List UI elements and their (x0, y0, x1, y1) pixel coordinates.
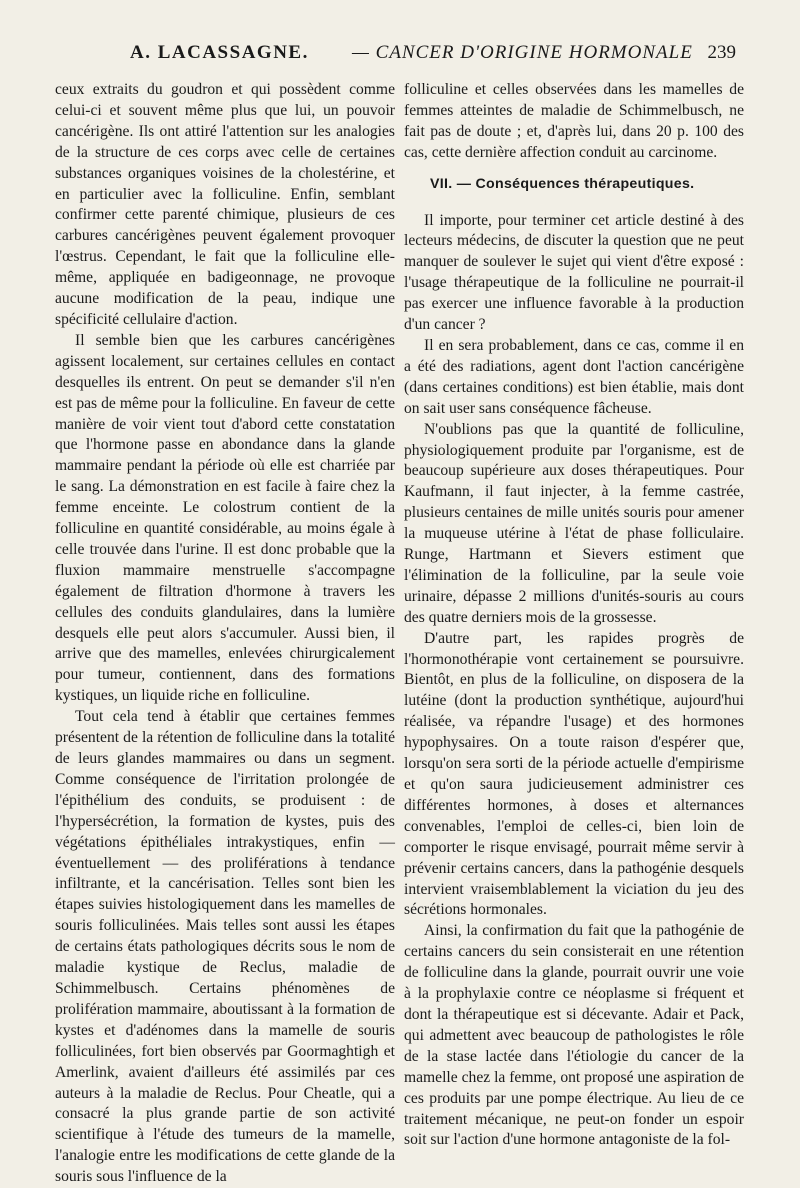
section-dash: — (456, 175, 472, 192)
paragraph: Il en sera probablement, dans ce cas, comme il en a été des radiations, agent dont l'action cancérigène (dans certaines conditions) est bien établie, mais dont on sait user sans conséquence fâcheuse. (404, 336, 744, 417)
page-number: 239 (707, 42, 736, 63)
paragraph: D'autre part, les rapides progrès de l'hormonothérapie vont certainement se poursuivre. Bientôt, en plus de la folliculine, on disposera de la lutéine (dont la production synthétique, aujourd'hui réalisée, va répandre l'usage) et des hormones hypophysaires. On a toute raison d'espérer que, lorsqu'on sera sorti de la période actuelle d'empirisme et qu'on saura judicieusement administrer ces différentes hormones, à doses et alternances convenables, l'emploi de celles-ci, bien loin de comporter le risque envisagé, pourrait même servir à prévenir certains cancers, dans la pathogénie desquels intervient vraisemblablement la viciation du jeu des sécrétions hormonales. (404, 629, 744, 919)
section-title: Conséquences thérapeutiques. (475, 175, 695, 192)
right-column (404, 80, 744, 1151)
paragraph: Tout cela tend à établir que certaines femmes présentent de la rétention de folliculine dans la totalité de leurs glandes mammaires ou dans un segment. Comme conséquence de l'irritation prolongée de l'épithélium des conduits, se produisent : de l'hypersécrétion, la formation de kystes, puis des végétations épithéliales intrakystiques, enfin — éventuellement — des proliférations à tendance infiltrante, et la cancérisation. Telles sont bien les étapes suivies histologiquement dans les mamelles de souris folliculinées. Mais telles sont aussi les étapes de certains états pathologiques décrits sous le nom de maladie kystique de Reclus, maladie de Schimmelbusch. Certains phénomènes de prolifération mammaire, aboutissant à la formation de kystes et d'adénomes dans la mamelle de souris folliculinées, fort bien observés par Goormaghtigh et Amerlink, avaient d'ailleurs été assimilés par ces auteurs à la maladie de Reclus. Pour Cheatle, qui a consacré la plus grande partie de son activité scientifique à l'étude des tumeurs de la mamelle, l'analogie entre les modifications de cette glande de la souris sous l'influence de la (55, 708, 395, 1186)
header-author: A. LACASSAGNE. (130, 42, 309, 63)
header-title-text: CANCER D'ORIGINE HORMONALE (375, 42, 693, 63)
paragraph: Ainsi, la confirmation du fait que la pathogénie de certains cancers du sein consisterait en une rétention de folliculine dans la glande, pourrait ouvrir une voie à la prophylaxie contre ce néoplasme si fréquent et dont la thérapeutique est si décevante. Adair et Pack, qui admettent avec beaucoup de pathologistes le rôle de la stase lactée dans l'étiologie du cancer de la mamelle chez la femme, ont proposé une aspiration de ces produits par une pompe électrique. Au lieu de ce traitement mécanique, ne peut-on fonder un espoir soit sur l'action d'une hormone antagoniste de la fol- (404, 922, 744, 1149)
paragraph: N'oublions pas que la quantité de folliculine, physiologiquement produite par l'organisme, est de beaucoup supérieure aux doses thérapeutiques. Pour Kaufmann, il faut injecter, à la femme castrée, plusieurs centaines de mille unités souris pour amener la muqueuse utérine à l'état de phase folliculaire. Runge, Hartmann et Sievers estiment que l'élimination de la folliculine, par la seule voie urinaire, dépasse 2 millions d'unités-souris au cours des quatre derniers mois de la grossesse. (404, 420, 744, 626)
paragraph: ceux extraits du goudron et qui possèdent comme celui-ci et souvent même plus que lui, un pouvoir cancérigène. Ils ont attiré l'attention sur les analogies de la structure de ces corps avec celle de certaines substances organiques voisines de la cholestérine, et en particulier avec la folliculine. Enfin, semblant confirmer cette parenté chimique, plusieurs de ces carbures cancérigènes peuvent également provoquer l'œstrus. Cependant, le fait que la folliculine elle-même, appliquée en badigeonnage, ne provoque aucune modification de la peau, indique une spécificité cellulaire d'action. (55, 81, 395, 328)
left-column (55, 80, 395, 1188)
section-heading (404, 174, 744, 195)
section-number: VII. (430, 175, 453, 192)
header-title (352, 42, 693, 64)
paragraph: Il semble bien que les carbures cancérigènes agissent localement, sur certaines cellules en contact desquelles ils entrent. On peut se demander s'il n'en est pas de même pour la folliculine. En faveur de cette manière de voir vient tout d'abord cette constatation que l'hormone passe en abondance dans la glande mammaire pendant la période où elle est charriée par le sang. La démonstration en est facile à faire chez la femme enceinte. Le colostrum contient de la folliculine en quantité considérable, au moins égale à celle trouvée dans l'urine. Il est donc probable que la fluxion mammaire menstruelle s'accompagne également de filtration d'hormone à travers les cellules des conduits glandulaires, dans la lumière desquels elle peut alors s'accumuler. Aussi bien, il arrive que des mamelles, enlevées chirurgicalement pour tumeur, contiennent, dans des formations kystiques, un liquide riche en folliculine. (55, 331, 395, 705)
header-separator: — (352, 42, 370, 63)
paragraph: folliculine et celles observées dans les mamelles de femmes atteintes de maladie de Schimmelbusch, ne fait pas de doute ; et, d'après lui, dans 20 p. 100 des cas, cette dernière affection conduit au carcinome. (404, 81, 744, 161)
paragraph: Il importe, pour terminer cet article destiné à des lecteurs médecins, de discuter la question que ne peut manquer de soulever le sujet qui vient d'être exposé : l'usage thérapeutique de la folliculine ne pourrait-il pas exercer une influence favorable à la production d'un cancer ? (404, 211, 744, 334)
running-header (64, 42, 736, 68)
